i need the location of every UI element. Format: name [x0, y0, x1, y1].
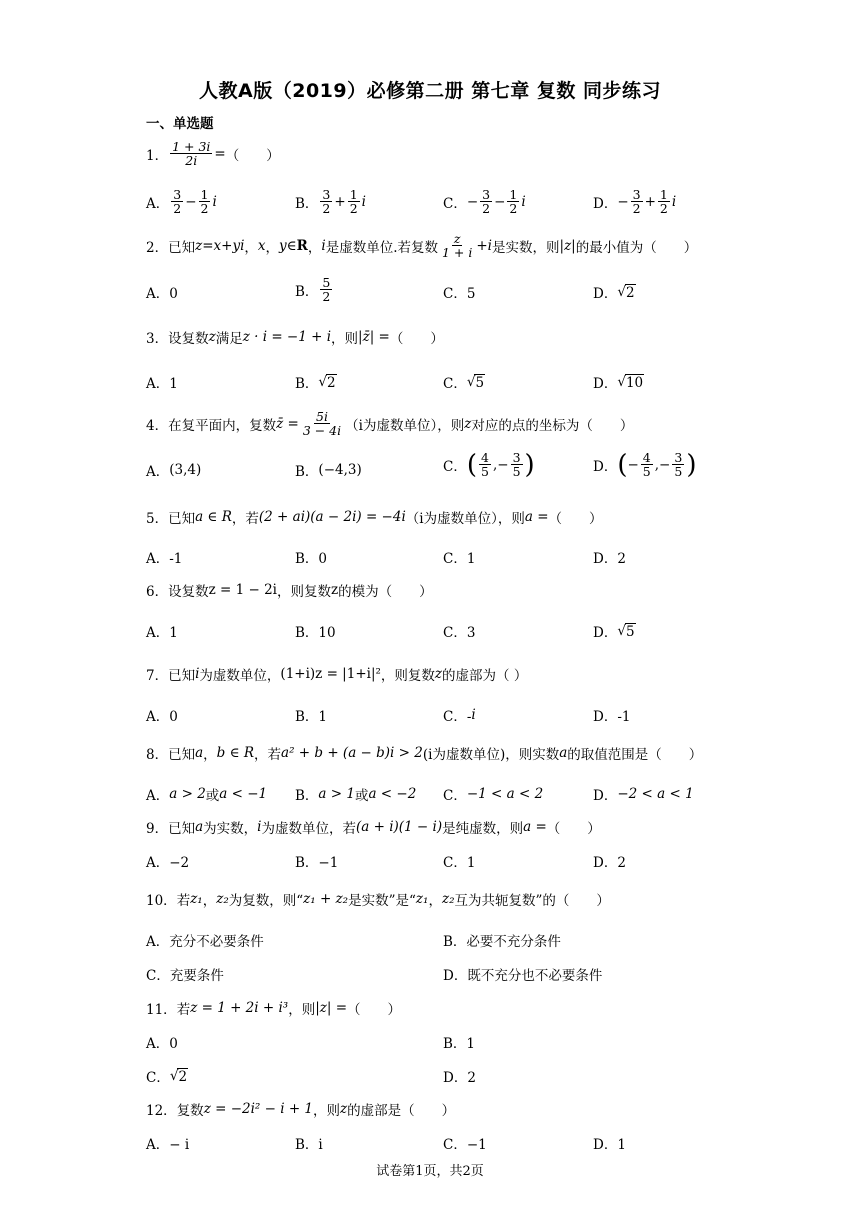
- question-text: ，则: [331, 331, 359, 347]
- radicand: 2: [327, 374, 336, 391]
- fraction: [479, 451, 491, 478]
- option-label: C．: [443, 376, 467, 392]
- option-a: A．1: [146, 376, 178, 392]
- operator: +: [644, 193, 656, 210]
- numerator: 3: [632, 187, 641, 202]
- option-label: C．: [443, 195, 467, 212]
- sqrt: √ 10: [617, 373, 644, 391]
- denominator: 1 + i: [442, 245, 473, 261]
- denominator: 3 − 4i: [302, 423, 342, 439]
- question-text: 是纯虚数，则: [442, 821, 524, 837]
- option-c: C．5: [443, 286, 476, 302]
- option-d: D．2: [593, 855, 626, 871]
- option-c: [443, 784, 543, 804]
- math-var: z₁: [190, 891, 203, 907]
- question-text: ，则复数: [277, 584, 331, 600]
- question-text: 的最小值为（ ）: [575, 239, 698, 256]
- fraction: [170, 140, 212, 167]
- math-expression: a < −1: [219, 786, 268, 802]
- numerator: 3: [173, 187, 182, 202]
- question-text: ，若: [231, 511, 259, 527]
- question-7: [146, 664, 527, 684]
- operator: +: [334, 193, 346, 210]
- math-expression: z · i = −1 + i: [242, 329, 332, 345]
- option-d: [593, 282, 636, 302]
- separator: ,−: [654, 456, 671, 473]
- denominator: 2: [200, 201, 209, 217]
- denominator: 2: [632, 201, 641, 217]
- math-var: i: [257, 819, 262, 835]
- option-label: B．: [295, 788, 319, 804]
- equals: =: [214, 145, 226, 162]
- radicand: 5: [625, 623, 635, 640]
- numerator: 3: [322, 187, 331, 202]
- option-b: B．必要不充分条件: [443, 934, 561, 950]
- question-number: 1．: [146, 147, 169, 164]
- operator: −: [617, 193, 629, 210]
- question-text: （i为虚数单位），则: [345, 417, 465, 434]
- math-expression: a ∈ R: [195, 509, 232, 525]
- denominator: 2: [173, 201, 182, 217]
- fraction: [658, 188, 670, 215]
- question-text: （ ）: [548, 511, 603, 527]
- question-text: ，则复数: [380, 668, 435, 684]
- math-var: z: [331, 582, 339, 598]
- math-expression: a > 1: [318, 786, 355, 802]
- option-c: [443, 188, 526, 215]
- math-var: z: [208, 329, 216, 345]
- question-1: [146, 140, 280, 167]
- option-b: [295, 784, 416, 804]
- option-b: B．−1: [295, 855, 339, 871]
- option-a: A．− i: [146, 1137, 190, 1153]
- math-expression: a² + b + (a − b)i > 2: [281, 745, 423, 761]
- math-expression: (1+i)z = |1+i|²: [280, 666, 381, 682]
- numerator: 1: [659, 187, 668, 202]
- math-expression: a =: [524, 509, 549, 525]
- question-text: 在复平面内，复数: [168, 417, 277, 434]
- option-label: C．-: [443, 709, 472, 725]
- numerator: 1: [349, 187, 358, 202]
- math-expression: −2 < a < 1: [617, 786, 694, 802]
- option-b: [295, 276, 334, 303]
- question-text: ，若: [254, 747, 282, 763]
- option-b: [295, 372, 337, 392]
- math-var: z₁: [415, 891, 429, 907]
- page-title: 人教A版（2019）必修第二册 第七章 复数 同步练习: [199, 80, 661, 102]
- numerator: 3: [512, 450, 521, 465]
- imag-unit: i: [361, 193, 366, 210]
- math-expression: a > 2: [169, 786, 206, 802]
- math-expression: z = 1 − 2i: [208, 582, 277, 598]
- numerator: 5: [322, 275, 331, 290]
- math-var: a: [195, 745, 204, 761]
- option-label: A．: [146, 788, 170, 804]
- fraction: [440, 232, 474, 259]
- option-label: D．: [593, 195, 618, 212]
- question-text: 是实数，则: [492, 239, 560, 256]
- question-text: 的虚部是（ ）: [347, 1103, 456, 1119]
- math-expression: z = −2i² − i + 1: [203, 1101, 314, 1117]
- question-text: 已知: [168, 668, 196, 684]
- math-var: z: [434, 666, 443, 682]
- fraction: [511, 451, 523, 478]
- option-label: D．: [593, 458, 618, 475]
- sqrt: √ 5: [466, 373, 485, 391]
- math-expression: (−4,3): [318, 462, 362, 478]
- question-text: 的虚部为（ ）: [442, 668, 528, 684]
- option-d: D． ( − $\frac{4}{5}$ ,− $\frac{3}{5}$ ): [593, 449, 697, 480]
- question-6: [146, 580, 433, 600]
- math-expression: +i: [476, 237, 493, 254]
- question-text: (i为虚数单位)，则实数: [422, 747, 560, 763]
- math-expression: z₁ + z₂: [303, 891, 349, 907]
- math-expression: a < −2: [368, 786, 417, 802]
- sqrt: √ 2: [617, 283, 635, 301]
- question-number: 3．: [146, 331, 169, 347]
- math-expression: |z|: [559, 237, 576, 254]
- math-expression: z = 1 + 2i + i³: [190, 1000, 289, 1016]
- question-number: 4．: [146, 417, 169, 434]
- math-expression: (2 + ai)(a − 2i) = −4i: [258, 509, 406, 525]
- question-number: 7．: [146, 668, 169, 684]
- question-text: 对应的点的坐标为（ ）: [471, 417, 634, 434]
- denominator: 2: [482, 201, 491, 217]
- numerator: 1 + 3i: [172, 139, 211, 154]
- question-text: （ ）: [389, 331, 444, 347]
- option-a: A．-1: [146, 551, 183, 567]
- question-text: （i为虚数单位），则: [405, 511, 525, 527]
- section-title: 一、单选题: [146, 116, 214, 132]
- real-set: R: [296, 237, 308, 254]
- denominator: 5: [642, 464, 651, 480]
- question-text: 的模为（ ）: [338, 584, 433, 600]
- question-text: 若: [176, 1002, 191, 1018]
- question-number: 6．: [146, 584, 169, 600]
- math-expression: |z̄| =: [358, 329, 390, 345]
- denominator: 2: [509, 201, 518, 217]
- question-text: ，则: [288, 1002, 316, 1018]
- question-text: ，: [428, 893, 442, 909]
- numerator: 4: [481, 450, 489, 465]
- question-number: 2．: [146, 239, 169, 256]
- question-4: [146, 410, 633, 437]
- option-b: B．0: [295, 551, 328, 567]
- question-text: 为虚数单位，若: [261, 821, 356, 837]
- option-label: A．: [146, 464, 170, 480]
- question-text: ，: [265, 239, 280, 256]
- fraction: [171, 188, 183, 215]
- fraction: [631, 188, 643, 215]
- option-b: B．10: [295, 625, 336, 641]
- question-text: ，则: [313, 1103, 341, 1119]
- math-var: z₂: [441, 891, 455, 907]
- option-a: A．1: [146, 625, 178, 641]
- radicand: 2: [178, 1068, 188, 1085]
- option-c: [443, 372, 485, 392]
- option-d: [593, 621, 636, 641]
- question-3: [146, 327, 444, 347]
- question-number: 11．: [146, 1002, 177, 1018]
- question-text: （ ）: [347, 1002, 402, 1018]
- option-label: B．: [295, 464, 319, 480]
- option-d: D．2: [593, 551, 626, 567]
- option-a: A．−2: [146, 855, 190, 871]
- math-expression: −1 < a < 2: [466, 786, 544, 802]
- option-b: [295, 188, 366, 215]
- option-d: [593, 372, 644, 392]
- math-expression: (a + i)(1 − i): [355, 819, 443, 835]
- numerator: 5i: [316, 409, 328, 424]
- numerator: 1: [200, 187, 209, 202]
- denominator: 5: [512, 464, 521, 480]
- math-expression: z̄ =: [276, 415, 299, 432]
- denominator: 5: [674, 464, 683, 480]
- question-text: 复数: [176, 1103, 204, 1119]
- math-expression: z=x+yi: [195, 237, 245, 254]
- question-number: 5．: [146, 511, 169, 527]
- operator: −: [494, 193, 506, 210]
- denominator: 2i: [185, 153, 198, 169]
- imag-unit: i: [671, 193, 677, 210]
- option-label: B．: [295, 283, 319, 300]
- option-label: C．: [443, 458, 467, 475]
- math-var: z₂: [216, 891, 229, 907]
- option-label: D．: [593, 376, 618, 392]
- option-b: [295, 460, 362, 480]
- question-number: 12．: [146, 1103, 177, 1119]
- fraction: [507, 188, 519, 215]
- option-label: C．: [443, 788, 467, 804]
- fraction: [301, 410, 343, 437]
- option-c: C．−1: [443, 1137, 487, 1153]
- question-text: 满足: [215, 331, 243, 347]
- math-expression: b ∈ R: [216, 745, 255, 761]
- question-text: 为复数，则“: [228, 893, 304, 909]
- option-c: [443, 705, 476, 725]
- question-text: 设复数: [168, 331, 209, 347]
- denominator: 2: [349, 201, 358, 217]
- math-var: a: [195, 819, 204, 835]
- option-label: A．: [146, 195, 170, 212]
- math-var: a: [559, 745, 568, 761]
- sqrt: √ 2: [318, 373, 336, 391]
- question-8: [146, 743, 702, 763]
- question-2: 2． 已知 z=x+yi ， x ， y∈ R ， i 是虚数单位.若复数 $\frac{z}{1 + i}$ +i 是实数，则 |z| 的最小值为（ ）: [146, 231, 698, 261]
- fraction: [199, 188, 211, 215]
- numerator: 4: [642, 450, 651, 465]
- option-a: [146, 784, 267, 804]
- option-a: A．0: [146, 286, 178, 302]
- question-text: 为实数，: [203, 821, 258, 837]
- option-b: B．i: [295, 1137, 323, 1153]
- question-9: [146, 817, 601, 837]
- option-label: D．: [593, 788, 618, 804]
- question-text: 设复数: [168, 584, 209, 600]
- option-label: B．: [295, 376, 319, 392]
- option-b: B．1: [295, 709, 328, 725]
- numerator: z: [453, 231, 461, 246]
- option-label: B．: [295, 195, 319, 212]
- math-var: i: [195, 666, 200, 682]
- question-number: 9．: [146, 821, 169, 837]
- option-c: C． ( $\frac{4}{5}$ ,− $\frac{3}{5}$ ): [443, 449, 535, 480]
- sqrt: √ 5: [617, 622, 635, 640]
- question-text: 是虚数单位.若复数: [325, 239, 438, 256]
- denominator: 2: [659, 201, 668, 217]
- question-text: ，: [244, 239, 258, 256]
- imag-unit: i: [471, 707, 476, 723]
- denominator: 2: [322, 201, 331, 217]
- question-10: [146, 889, 610, 909]
- option-d: D．-1: [593, 709, 631, 725]
- question-text: ，: [202, 893, 217, 909]
- question-text: 是实数”是“: [348, 893, 416, 909]
- option-label: D．: [593, 625, 618, 641]
- option-b: B．1: [443, 1036, 476, 1052]
- option-a: [146, 188, 217, 215]
- fraction: [672, 451, 684, 478]
- math-var: z: [340, 1101, 348, 1117]
- question-number: 8．: [146, 747, 169, 763]
- question-text: 已知: [168, 239, 196, 256]
- numerator: 1: [509, 187, 518, 202]
- question-text: （ ）: [546, 821, 601, 837]
- math-expression: (3,4): [169, 462, 202, 478]
- answer-paren: （ ）: [225, 147, 280, 164]
- operator: −: [627, 456, 639, 473]
- question-text: 为虚数单位，: [199, 668, 281, 684]
- denominator: 5: [481, 464, 489, 480]
- fraction: [320, 188, 332, 215]
- question-11: [146, 998, 401, 1018]
- question-text: 的取值范围是（ ）: [567, 747, 703, 763]
- option-label: C．: [146, 1070, 170, 1086]
- question-12: [146, 1099, 455, 1119]
- question-text: 已知: [168, 511, 196, 527]
- question-text: 若: [176, 893, 191, 909]
- radicand: 5: [475, 374, 485, 391]
- fraction: [480, 188, 492, 215]
- math-var: i: [321, 237, 326, 254]
- question-text: 已知: [168, 821, 196, 837]
- option-d: D．2: [443, 1070, 476, 1086]
- option-a: [146, 460, 201, 480]
- option-c: C．1: [443, 855, 476, 871]
- page-footer: 试卷第1页，共2页: [376, 1164, 484, 1179]
- option-d: [593, 188, 676, 215]
- option-c: [146, 1066, 188, 1086]
- question-text: 互为共轭复数”的（ ）: [454, 893, 610, 909]
- option-c: C．3: [443, 625, 476, 641]
- question-number: 10．: [146, 893, 177, 909]
- option-a: A．充分不必要条件: [146, 934, 264, 950]
- operator: −: [466, 193, 479, 210]
- fraction: [348, 188, 360, 215]
- math-var: z: [464, 415, 472, 432]
- question-5: [146, 507, 603, 527]
- fraction: [320, 276, 332, 303]
- operator: −: [185, 193, 197, 210]
- math-expression: |z| =: [315, 1000, 348, 1016]
- question-text: ，: [203, 747, 217, 763]
- option-d: [593, 784, 694, 804]
- imag-unit: i: [212, 193, 217, 210]
- sqrt: √ 2: [169, 1067, 188, 1085]
- denominator: 2: [322, 289, 331, 305]
- or-text: 或: [354, 788, 369, 804]
- option-d: D．1: [593, 1137, 626, 1153]
- option-d: D．既不充分也不必要条件: [443, 968, 603, 984]
- question-text: 已知: [168, 747, 196, 763]
- numerator: 3: [482, 187, 491, 202]
- fraction: [641, 451, 653, 478]
- or-text: 或: [205, 788, 220, 804]
- math-expression: y∈: [279, 237, 297, 254]
- radicand: 10: [625, 374, 644, 391]
- separator: ,−: [492, 456, 509, 473]
- option-a: A．0: [146, 709, 178, 725]
- option-c: C．充要条件: [146, 968, 224, 984]
- option-a: A．0: [146, 1036, 178, 1052]
- math-expression: a =: [523, 819, 547, 835]
- math-var: x: [257, 237, 266, 254]
- imag-unit: i: [521, 193, 526, 210]
- radicand: 2: [625, 284, 635, 301]
- option-label: D．: [593, 286, 618, 302]
- numerator: 3: [674, 450, 683, 465]
- option-c: C．1: [443, 551, 476, 567]
